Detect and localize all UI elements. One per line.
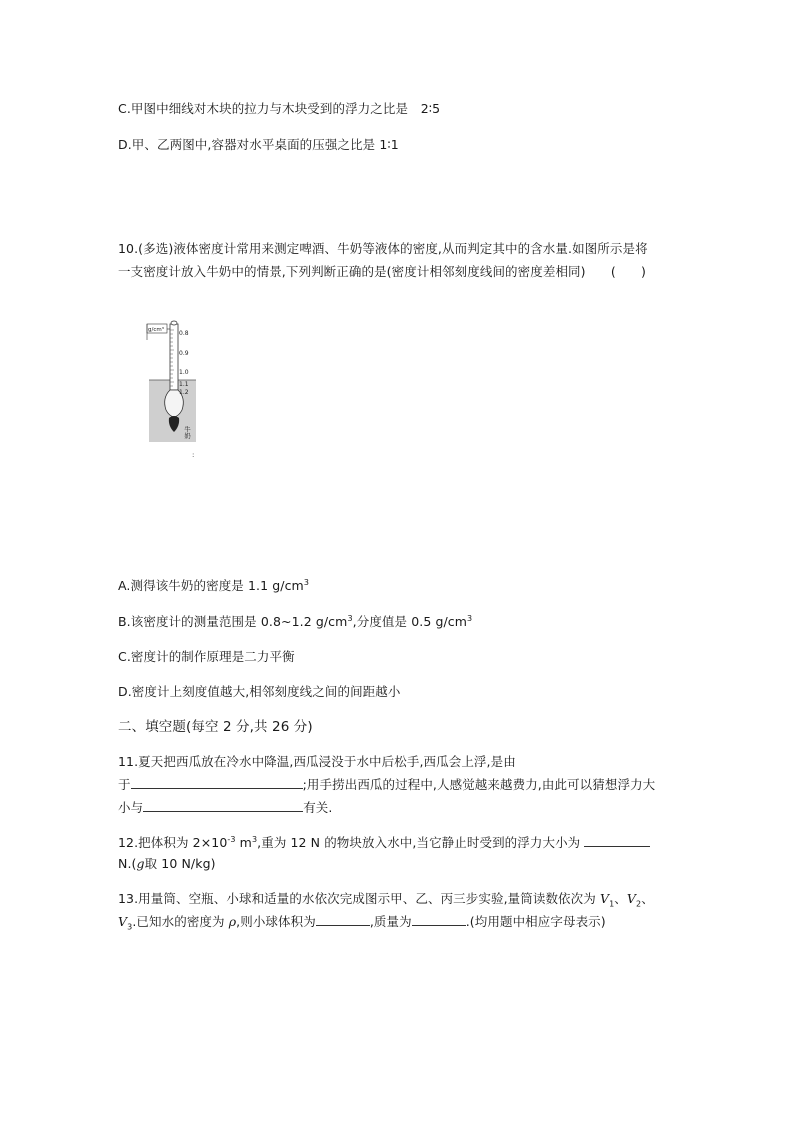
q11-line3: 小与 有关. xyxy=(118,800,333,815)
figure-dot-mark: : xyxy=(192,451,195,459)
scale-label-1.0: 1.0 xyxy=(179,369,189,376)
q11-blank-1[interactable] xyxy=(131,776,303,789)
section2-title: 二、填空题(每空 2 分,共 26 分) xyxy=(118,719,313,735)
q10-option-d: D.密度计上刻度值越大,相邻刻度线之间的间距越小 xyxy=(118,684,401,699)
q13-line2: $V_3$.已知水的密度为 ρ,则小球体积为 ,质量为 .(均用题中相应字母表示) xyxy=(118,914,606,932)
liquid-label: 牛奶 xyxy=(183,426,191,439)
q11-line1: 11.夏天把西瓜放在冷水中降温,西瓜浸没于水中后松手,西瓜会上浮,是由 xyxy=(118,754,516,769)
q10-option-c: C.密度计的制作原理是二力平衡 xyxy=(118,649,295,664)
scale-label-0.9: 0.9 xyxy=(179,350,189,357)
q11-blank-2[interactable] xyxy=(143,799,303,812)
scale-label-1.1: 1.1 xyxy=(179,381,189,388)
q10-stem-line1: 10.(多选)液体密度计常用来测定啤酒、牛奶等液体的密度,从而判定其中的含水量.如图所示是将 xyxy=(118,241,648,256)
q10-stem-line2: 一支密度计放入牛奶中的情景,下列判断正确的是(密度计相邻刻度线间的密度差相同) ( ) xyxy=(118,264,646,279)
q10-option-b: B.该密度计的测量范围是 0.8~1.2 $g/cm^3$,分度值是 0.5 $g/cm^3$ xyxy=(118,613,473,629)
q12-line1: 12.把体积为 $2\times 10^{-3}$ $m^3$,重为 12 N 的物块放入水中,当它静止时受到的浮力大小为 xyxy=(118,834,650,851)
q13-line1: 13.用量筒、空瓶、小球和适量的水依次完成图示甲、乙、丙三步实验,量筒读数依次为 $V_1$、$V_2$、 xyxy=(118,891,654,909)
q9-option-d: D.甲、乙两图中,容器对水平桌面的压强之比是 1∶1 xyxy=(118,137,399,152)
q11-line2: 于 ;用手捞出西瓜的过程中,人感觉越来越费力,由此可以猜想浮力大 xyxy=(118,777,656,792)
hydrometer-cap xyxy=(171,321,177,325)
unit-label: g/cm³ xyxy=(148,327,164,333)
q10-option-a: A.测得该牛奶的密度是 1.1 $g/cm^3$ xyxy=(118,577,310,593)
q12-blank[interactable] xyxy=(584,834,650,847)
hydrometer-figure xyxy=(140,318,210,463)
q13-blank-volume[interactable] xyxy=(316,913,370,926)
q13-blank-mass[interactable] xyxy=(412,913,466,926)
scale-label-1.2: 1.2 xyxy=(179,389,189,396)
q9-option-c: C.甲图中细线对木块的拉力与木块受到的浮力之比是 2∶5 xyxy=(118,101,441,116)
q12-line2: N.(g取 10 N/kg) xyxy=(118,856,216,871)
scale-label-0.8: 0.8 xyxy=(179,330,189,337)
